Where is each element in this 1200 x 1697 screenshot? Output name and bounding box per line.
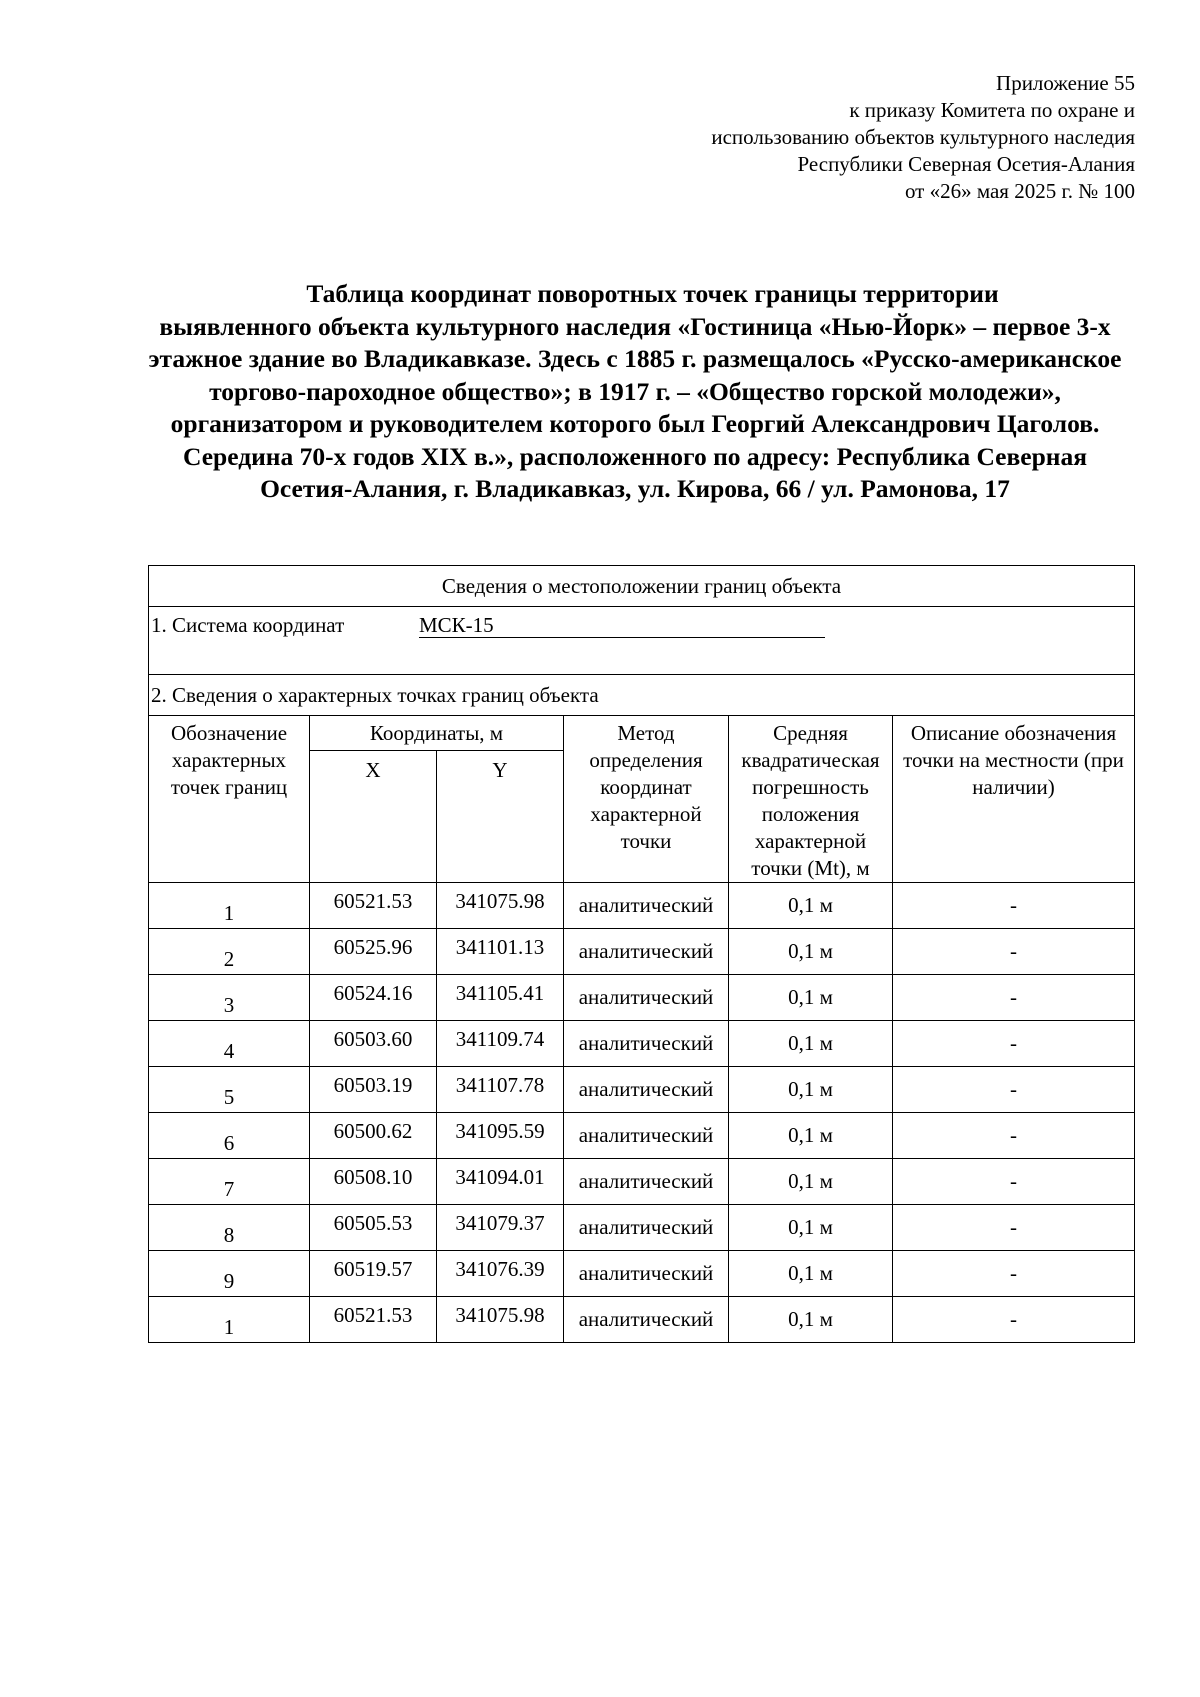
table-row <box>149 1297 1135 1343</box>
method: аналитический <box>564 1067 729 1113</box>
coord-y: 341107.78 <box>437 1067 564 1113</box>
method: аналитический <box>564 1113 729 1159</box>
coord-y: 341076.39 <box>437 1251 564 1297</box>
coord-x: 60505.53 <box>310 1205 437 1251</box>
error-value: 0,1 м <box>729 1021 893 1067</box>
error-value: 0,1 м <box>729 1297 893 1343</box>
description: - <box>893 1297 1135 1343</box>
method: аналитический <box>564 1159 729 1205</box>
description: - <box>893 1021 1135 1067</box>
table-row <box>149 975 1135 1021</box>
method: аналитический <box>564 1251 729 1297</box>
header-designation: Обозначение характерных точек границ <box>149 716 310 883</box>
description: - <box>893 1067 1135 1113</box>
document-title <box>135 278 1135 506</box>
coord-x: 60500.62 <box>310 1113 437 1159</box>
section-title: Сведения о местоположении границ объекта <box>149 566 1135 607</box>
method: аналитический <box>564 1297 729 1343</box>
error-value: 0,1 м <box>729 929 893 975</box>
coord-x: 60521.53 <box>310 1297 437 1343</box>
header-method: Метод определения координат характерной точки <box>564 716 729 883</box>
point-number: 3 <box>149 975 310 1021</box>
error-value: 0,1 м <box>729 883 893 929</box>
appendix-committee: использованию объектов культурного наследия <box>711 125 1135 149</box>
description: - <box>893 975 1135 1021</box>
table-row <box>149 1205 1135 1251</box>
table-row <box>149 883 1135 929</box>
coord-system-label: 1. Система координат <box>151 613 345 637</box>
points-title: 2. Сведения о характерных точках границ объекта <box>149 675 1135 716</box>
header-coordinates: Координаты, м <box>310 716 564 751</box>
table-row <box>149 1021 1135 1067</box>
table-row <box>149 929 1135 975</box>
point-number: 5 <box>149 1067 310 1113</box>
header-row <box>149 716 1135 751</box>
point-number: 7 <box>149 1159 310 1205</box>
method: аналитический <box>564 929 729 975</box>
coord-y: 341101.13 <box>437 929 564 975</box>
appendix-order-ref: к приказу Комитета по охране и <box>849 98 1135 122</box>
error-value: 0,1 м <box>729 1113 893 1159</box>
description: - <box>893 929 1135 975</box>
coord-system-value: МСК-15 <box>419 613 825 638</box>
description: - <box>893 1205 1135 1251</box>
error-value: 0,1 м <box>729 975 893 1021</box>
coord-x: 60521.53 <box>310 883 437 929</box>
coord-y: 341075.98 <box>437 1297 564 1343</box>
header-x: X <box>310 751 437 883</box>
appendix-date: от «26» мая 2025 г. № 100 <box>904 179 1135 203</box>
coord-y: 341095.59 <box>437 1113 564 1159</box>
table-row <box>149 1113 1135 1159</box>
coord-y: 341094.01 <box>437 1159 564 1205</box>
coord-system-row <box>149 607 1135 675</box>
description: - <box>893 883 1135 929</box>
description: - <box>893 1251 1135 1297</box>
point-number: 8 <box>149 1205 310 1251</box>
coord-x: 60525.96 <box>310 929 437 975</box>
coord-system-cell <box>149 607 1135 675</box>
point-number: 1 <box>149 883 310 929</box>
description: - <box>893 1159 1135 1205</box>
method: аналитический <box>564 975 729 1021</box>
coordinates-table <box>148 565 1135 1343</box>
point-number: 9 <box>149 1251 310 1297</box>
method: аналитический <box>564 1021 729 1067</box>
section-title-row <box>149 566 1135 607</box>
error-value: 0,1 м <box>729 1205 893 1251</box>
error-value: 0,1 м <box>729 1067 893 1113</box>
description: - <box>893 1113 1135 1159</box>
title-body: выявленного объекта культурного наследия «Гостиница «Нью-Йорк» – первое 3-х этажное здание во Владикавказе. Здесь с 1885 г. размещалось «Русско-американское торгово-пароходное общество»; в 1917 г. – «Общество горской молодежи», организатором и руководителем которого был Георгий Александрович Цаголов. Середина 70-х годов XIX в.», расположенного по адресу: Республика Северная Осетия-Алания, г. Владикавказ, ул. Кирова, 66 / ул. Рамонова, 17 <box>148 311 1122 503</box>
method: аналитический <box>564 883 729 929</box>
coord-x: 60524.16 <box>310 975 437 1021</box>
appendix-number: Приложение 55 <box>996 71 1135 95</box>
error-value: 0,1 м <box>729 1159 893 1205</box>
points-title-row <box>149 675 1135 716</box>
appendix-header <box>711 70 1135 205</box>
coord-x: 60503.19 <box>310 1067 437 1113</box>
table-row <box>149 1159 1135 1205</box>
table-row <box>149 1251 1135 1297</box>
header-y: Y <box>437 751 564 883</box>
coord-y: 341075.98 <box>437 883 564 929</box>
header-error: Средняя квадратическая погрешность положения характерной точки (Mt), м <box>729 716 893 883</box>
method: аналитический <box>564 1205 729 1251</box>
table-row <box>149 1067 1135 1113</box>
point-number: 6 <box>149 1113 310 1159</box>
appendix-republic: Республики Северная Осетия-Алания <box>797 152 1135 176</box>
header-description: Описание обозначения точки на местности (при наличии) <box>893 716 1135 883</box>
coord-y: 341109.74 <box>437 1021 564 1067</box>
point-number: 4 <box>149 1021 310 1067</box>
point-number: 2 <box>149 929 310 975</box>
coord-x: 60519.57 <box>310 1251 437 1297</box>
error-value: 0,1 м <box>729 1251 893 1297</box>
coord-x: 60508.10 <box>310 1159 437 1205</box>
coord-y: 341079.37 <box>437 1205 564 1251</box>
point-number: 1 <box>149 1297 310 1343</box>
title-first-line: Таблица координат поворотных точек границы территории <box>306 279 999 308</box>
coord-x: 60503.60 <box>310 1021 437 1067</box>
coord-y: 341105.41 <box>437 975 564 1021</box>
